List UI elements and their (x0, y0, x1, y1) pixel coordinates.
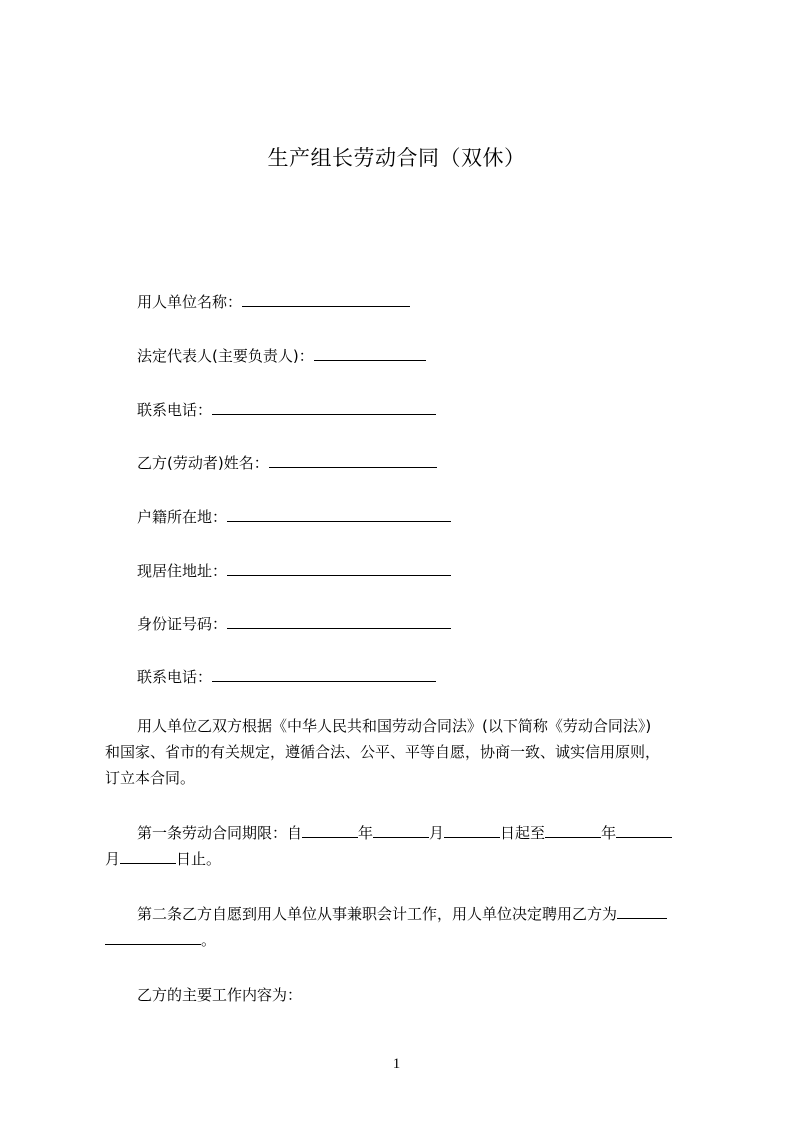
blank-line[interactable] (227, 560, 451, 576)
field-label: 户籍所在地： (137, 508, 228, 526)
legal-representative-field (137, 345, 426, 366)
preamble-paragraph (105, 713, 705, 791)
blank-line[interactable] (302, 822, 358, 838)
blank-line[interactable] (227, 613, 451, 629)
article-1-line (105, 846, 705, 872)
preamble-line: 和国家、省市的有关规定，遵循合法、公平、平等自愿，协商一致、诚实信用原则， (105, 743, 661, 761)
article-1-line (105, 820, 705, 846)
field-label: 现居住地址： (137, 562, 228, 580)
household-register-field (137, 506, 451, 527)
article-2-line (105, 927, 705, 953)
article-1-paragraph (105, 820, 705, 872)
blank-line[interactable] (269, 452, 437, 468)
employer-name-field (137, 291, 410, 312)
current-address-field (137, 560, 451, 581)
page-number: 1 (392, 1056, 401, 1072)
employer-phone-field (137, 399, 436, 420)
id-number-field (137, 613, 451, 634)
article-2-paragraph (105, 901, 705, 953)
employee-name-field (137, 452, 437, 473)
field-label: 用人单位名称： (137, 293, 243, 311)
year-label: 年 (358, 824, 374, 842)
start-label: 日起至 (500, 824, 546, 842)
end-label: 日止。 (176, 850, 222, 868)
blank-line[interactable] (617, 903, 667, 919)
field-label: 身份证号码： (137, 615, 228, 633)
article-2-line (105, 901, 705, 927)
preamble-line: 订立本合同。 (105, 769, 196, 787)
month-label: 月 (105, 850, 121, 868)
blank-line[interactable] (212, 399, 436, 415)
document-title: 生产组长劳动合同（双休） (267, 146, 526, 170)
blank-line[interactable] (120, 848, 176, 864)
field-label: 联系电话： (137, 668, 213, 686)
blank-line[interactable] (105, 929, 201, 945)
blank-line[interactable] (212, 666, 436, 682)
employee-phone-field (137, 666, 436, 687)
blank-line[interactable] (242, 291, 410, 307)
blank-line[interactable] (444, 822, 500, 838)
blank-line[interactable] (545, 822, 601, 838)
duties-line: 乙方的主要工作内容为： (137, 986, 303, 1004)
month-label: 月 (429, 824, 445, 842)
article-2-text: 第二条乙方自愿到用人单位从事兼职会计工作，用人单位决定聘用乙方为 (137, 905, 618, 923)
field-label: 乙方(劳动者)姓名： (137, 454, 269, 472)
field-label: 法定代表人(主要负责人)： (137, 347, 314, 365)
preamble-line: 用人单位乙双方根据《中华人民共和国劳动合同法》(以下简称《劳动合同法》) (137, 717, 652, 735)
blank-line[interactable] (616, 822, 672, 838)
field-label: 联系电话： (137, 401, 213, 419)
blank-line[interactable] (314, 345, 426, 361)
duties-paragraph (105, 982, 705, 1008)
blank-line[interactable] (373, 822, 429, 838)
article-1-prefix: 第一条劳动合同期限：自 (137, 824, 303, 842)
article-2-end: 。 (201, 931, 217, 949)
blank-line[interactable] (227, 506, 451, 522)
year-label: 年 (601, 824, 617, 842)
